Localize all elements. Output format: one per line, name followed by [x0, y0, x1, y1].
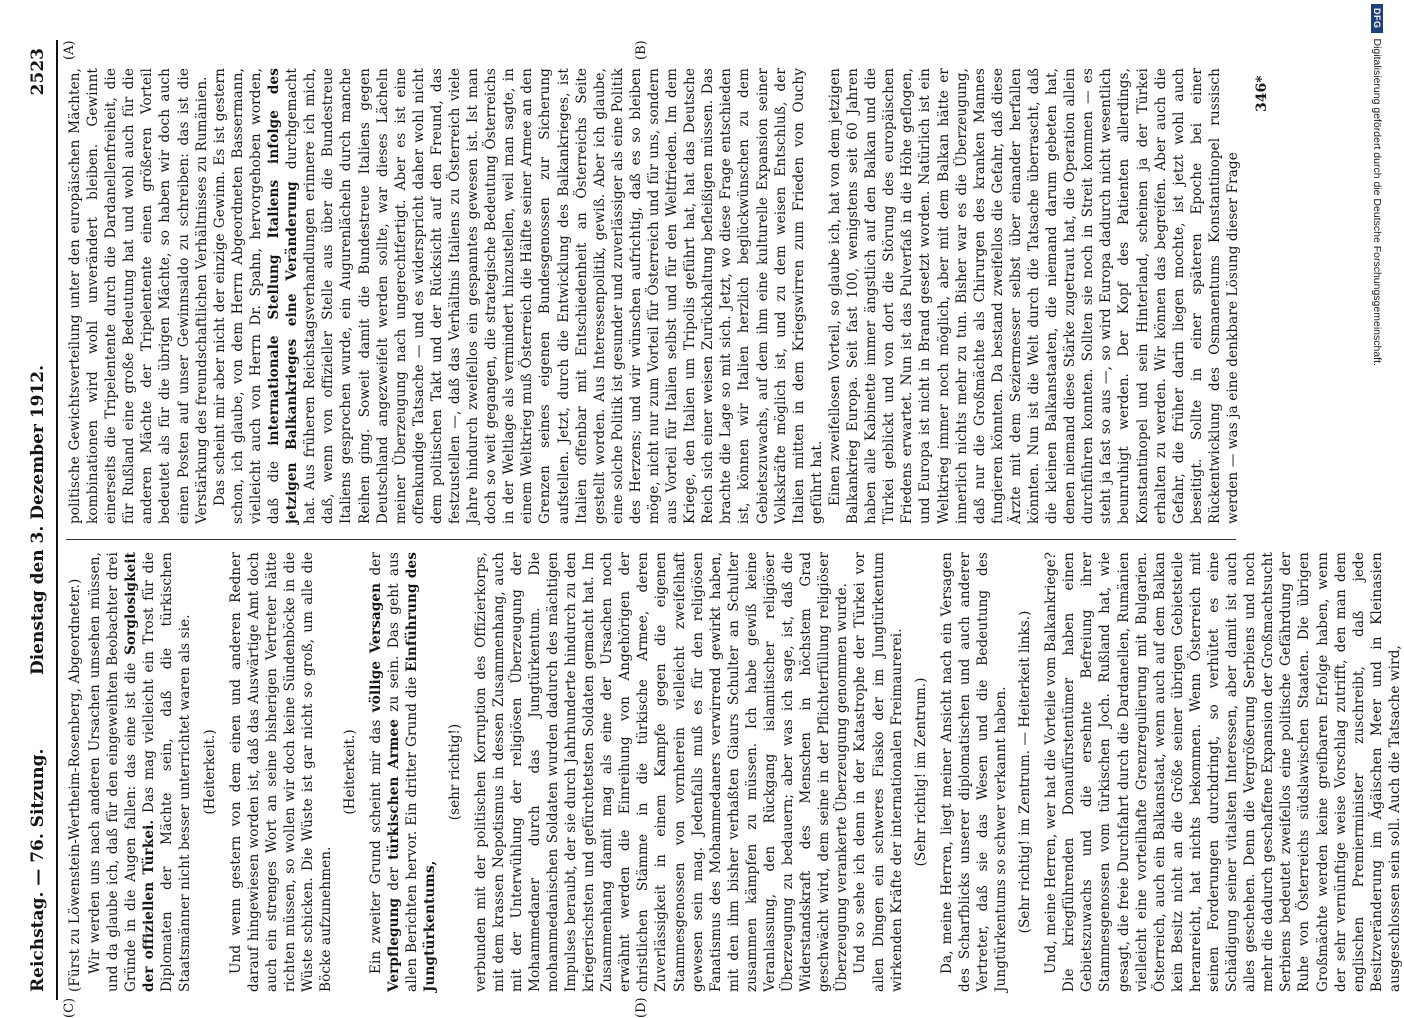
interjection: (sehr richtig!) [446, 723, 463, 821]
marker-d: (D) [634, 997, 649, 1018]
interjection: (Sehr richtig! im Zentrum. — Heiterkeit links.) [1017, 610, 1034, 934]
page-header [22, 40, 58, 1000]
paragraph: Das scheint mir aber nicht der einzige Gewinn. Es ist gestern schon, ich glaube, von dem Herrn Abgeordneten Bassermann, vielleicht auch von Herrn Dr. Spahn, hervorgehoben worden, daß die internationale Stellung Italiens infolge des jetzigen Balkankrieges eine Veränderung durchgemacht hat. Aus früheren Reichstagsverhandlungen erinnere ich mich, daß, wenn von offizieller Stelle aus über die Bundestreue Italiens gesprochen wurde, ein Augurenlächeln durch manche Reihen ging. Soweit damit die Bundestreue Italiens gegen Deutschland angezweifelt werden sollte, war dieses Lächeln meiner Überzeugung nach ungerechtfertigt. Aber es ist eine offenkundige Tatsache — und es widerspricht daher wohl nicht dem politischen Takt und der Rücksicht auf den Freund, das festzustellen —, daß das Verhältnis Italiens zu Österreich viele Jahre hindurch zweifellos ein gespanntes gewesen ist. Ist man doch so weit gegangen, die strategische Bedeutung Österreichs in der Weltlage als vermindert hinzustellen, weil man sagte, in einem Weltkrieg muß Österreich die Hälfte seiner Armee an den Grenzen seines eigenen Bundesgenossen zur Sicherung aufstellen. Jetzt, durch die Entwicklung des Balkankrieges, ist Italien offenbar mit Entschiedenheit an Österreichs Seite gestellt worden. Aus Interessenpolitik, gewiß. Aber ich glaube, eine solche Politik ist gesunder und zuverlässiger als eine Politik des Herzens; und wir wünschen aufrichtig, daß es so bleiben möge, nicht nur zum Vorteil für Österreich und für uns, sondern aus Vorteil für Italien selbst und für den Weltfrieden. Im dem Kriege, den Italien um Tripolis geführt hat, hat das Deutsche Reich sich einer weisen Zurückhaltung befleißigen müssen. Das brachte die Lage so mit sich. Jetzt, wo diese Frage entschieden ist, können wir Italien herzlich beglückwünschen zu dem Gebietszuwachs, auf dem ihm eine kulturelle Expansion seiner Volkskräfte möglich ist, und zu dem weisen Entschluß, der Italien mitten in dem Kriegswirren zum Frieden von Ouchy geführt hat. [211, 68, 825, 524]
paragraph: Einen zweifellosen Vorteil, so glaube ich, hat von dem jetzigen Balkankrieg Europa. Seit fast 100, wenigstens seit 60 Jahren haben alle Kabinette immer ängstlich auf den Balkan und die Türkei geblickt und von dort die Störung des europäischen Friedens erwartet. Nun ist das Pulverfaß in die Höhe geflogen, und Europa ist nicht in Brand gesetzt worden. Natürlich ist ein Weltkrieg immer noch möglich, aber mit dem Balkan hätte er innerlich nichts mehr zu tun. Bisher war es die Überzeugung, daß nur die Großmächte als Chirurgen des kranken Mannes fungieren könnten. Da bestand zweifellos die Gefahr, daß diese Ärzte mit dem Seziermesser selbst über einander herfallen könnten. Nun ist die Welt durch die Tatsache überrascht, daß die kleinen Balkanstaaten, die niemand darum gebeten hat, denen niemand diese Stärke zugetraut hat, die Operation allein durchführen konnten. Sollten sie noch in Streit kommen — es steht ja fast so aus —, so wird Europa dadurch nicht wesentlich beunruhigt werden. Der Kopf des Patienten allerdings, Konstantinopel und sein Hinterland, scheinen ja der Türkei erhalten zu werden. Wir können das begreifen. Aber auch die Gefahr, die früher darin liegen mochte, ist jetzt wohl auch beseitigt. Sollte in einer späteren Epoche bei einer Rückentwicklung des Osmanentums Konstantinopel russisch werden — was ja eine denkbare Lösung dieser Frage [826, 68, 1241, 524]
paragraph: Und so sehe ich denn in der Katastrophe der Türkei vor allen Dingen ein schweres Fiasko der im Jungtürkentum wirkenden Kräfte der internationalen Freimaurerei. [852, 552, 905, 992]
marker-a: (A) [62, 40, 77, 60]
marker-c: (C) [62, 997, 77, 1018]
text-column-right [66, 68, 1246, 524]
paragraph: Wir werden uns nach anderen Ursachen umsehen müssen, und da glaube ich, daß für den eingeweihten Beobachter drei Gründe in die Augen fallen: das eine ist die Sorglosigkeit der offiziellen Türkei. Das mag vielleicht ein Trost für die Diplomaten der Mächte sein, daß die türkischen Staatsmänner nicht besser unterrichtet waren als sie. [87, 552, 194, 992]
paragraph: verbunden mit der politischen Korruption des Offizierkorps, mit dem krassen Nepotismus in dessen Zusammenhang, auch mit der Unterwühlung der religiösen Überzeugung der Mohammedaner durch das Jungtürkentum. Die mohammedanischen Soldaten wurden dadurch des mächtigen Impulses beraubt, der sie durch Jahrhunderte hindurch zu den kriegerischsten und gefürchtetsten Soldaten gemacht hat. Im Zusammenhang damit mag als eine der Ursachen noch erwähnt werden die Einreihung von Angehörigen der christlichen Stämme in die türkische Armee, deren Zuverlässigkeit in einem Kampfe gegen die eigenen Stammesgenossen von vornherein vielleicht zweifelhaft gewesen sein mag. Jedenfalls muß es für den religiösen Fanatismus des Mohammedaners verwirrend gewirkt haben, mit den ihm bisher verhaßten Giaurs Schulter an Schulter zusammen kämpfen zu müssen. Ich habe gewiß keine Veranlassung, den Rückgang islamitischer religiöser Überzeugung zu bedauern; aber was ich sage, ist, daß die Widerstandskraft des Menschen in höchstem Grad geschwächt wird, dem seine in der Pflichterfüllung religiöser Überzeugung verankerte Überzeugung genommen wurde. [472, 552, 851, 992]
paragraph: politische Gewichtsverteilung unter den europäischen Mächten, kombinationen wird wohl unverändert bleiben. Gewinnt einerseits die Tripelentente durch die Dardanellenfreiheit, die für Rußland eine große Bedeutung hat und wohl auch für die anderen Mächte der Tripelentente einen größeren Vorteil bedeutet als für die übrigen Mächte, so haben wir doch auch einen Posten auf unser Gewinnsaldo zu schreiben: das ist die Verstärkung des freundschaftlichen Verhältnisses zu Rumänien. [67, 68, 210, 524]
dfg-logo: DFG [1371, 4, 1383, 33]
speaker-line: (Fürst zu Löwenstein-Wertheim-Rosenberg, Abgeordneter.) [67, 578, 83, 992]
header-date: Dienstag den 3. Dezember 1912. [28, 364, 48, 676]
paragraph: Und wenn gestern von dem einen und anderen Redner darauf hingewiesen worden ist, daß das Auswärtige Amt doch auch ein strenges Wort an seine bisherigen Vertreter hätte richten müssen, so wollen wir doch keine Sündenböcke in die Wüste schicken. Die Wüste ist gar nicht so groß, um alle die Böcke aufzunehmen. [227, 552, 335, 992]
digitization-credit [1371, 4, 1383, 366]
header-page-number: 2523 [28, 48, 48, 96]
paragraph: Und, meine Herren, wer hat die Vorteile vom Balkankriege? Die kriegführenden Donaufürstentümer haben einen Gebietszuwachs und die ersehnte Befreiung ihrer Stammesgenossen vom türkischen Joch. Rußland hat, wie gesagt, die freie Durchfahrt durch die Dardanellen, Rumänien vielleicht eine vorteilhafte Grenzregulierung mit Bulgarien. Österreich, auch ein Balkanstaat, wenn auch auf dem Balkan kein Besitz nicht an die Größe seiner übrigen Gebietsteile heranreicht, hat nichts bekommen. Wenn Österreich mit seinen Forderungen durchdringt, so verhütet es eine Schädigung seiner vitalsten Interessen, aber damit ist auch alles geschehen. Denn die Vergrößerung Serbiens und noch mehr die dadurch geschaffene Expansion der Großmachtsucht Serbiens bedeutet zweifellos eine politische Gefährdung der Ruhe von Österreichs südslawischen Staaten. Die übrigen Großmächte werden keine greifbaren Erfolge haben, wenn der sehr vernünftige weise Vorschlag zutrifft, den man dem englischen Premierminister zuschreibt, daß jede Besitzveränderung im Ägäischen Meer und in Kleinasien ausgeschlossen sein soll. Auch die Tatsache wird, [1043, 552, 1403, 992]
signature-mark: 346* [1254, 75, 1270, 112]
header-session: Reichstag. — 76. Sitzung. [28, 748, 48, 992]
paragraph: Da, meine Herren, liegt meiner Ansicht nach ein Versagen des Scharfblicks unserer diplomatischen und auch anderer Vertreter, daß sie das Wesen und die Bedeutung des Jungtürkentums so schwer verkannt haben. [938, 552, 1010, 992]
paragraph: Ein zweiter Grund scheint mir das völlige Versagen der Verpflegung der türkischen Armee zu sein. Das geht aus allen Berichten hervor. Ein dritter Grund die Einführung des Jungtürkentums, [368, 551, 439, 992]
text-column-left [66, 551, 1403, 992]
credit-text: Digitalisierung gefördert durch die Deutsche Forschungsgemeinschaft. [1371, 38, 1383, 366]
interjection: (Sehr richtig! im Zentrum.) [912, 677, 929, 867]
interjection: (Heiterkeit.) [342, 729, 359, 815]
marker-b: (B) [634, 40, 649, 60]
interjection: (Heiterkeit.) [201, 729, 218, 815]
column-divider [66, 539, 1236, 540]
